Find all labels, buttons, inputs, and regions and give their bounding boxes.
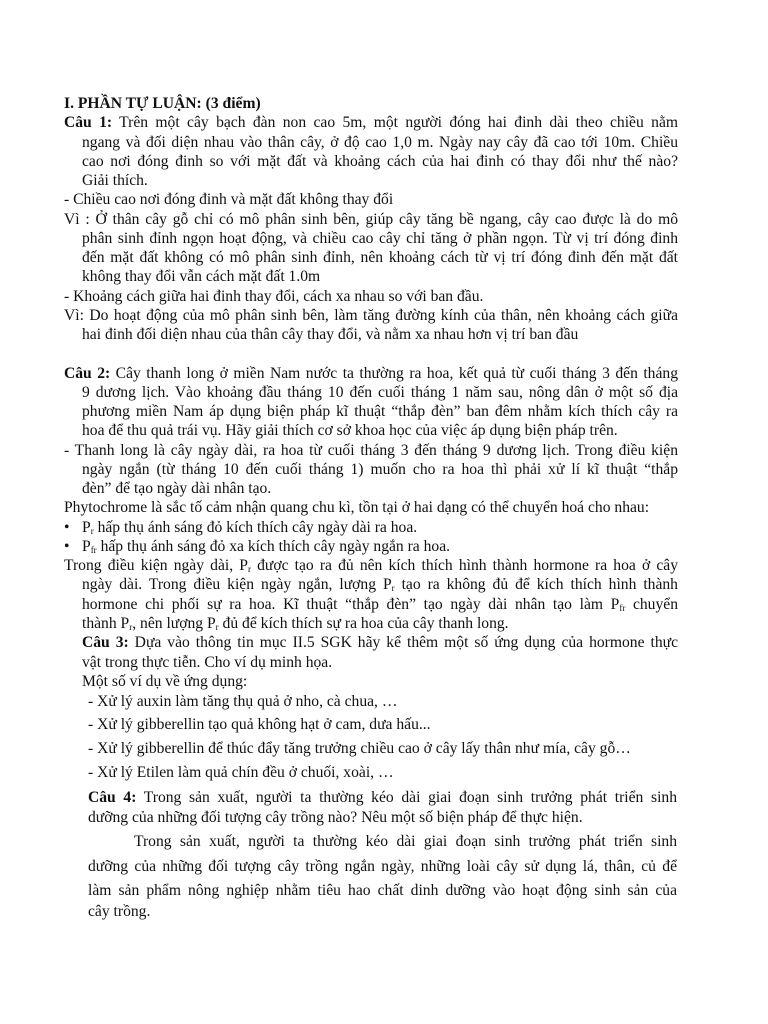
q1-answer-line-7: Vì: Do hoạt động của mô phân sinh bên, làm tăng đường kính của thân, nên khoảng cách giữa	[64, 307, 678, 324]
q1-answer-line-2: Vì : Ở thân cây gỗ chỉ có mô phân sinh bên, giúp cây tăng bề ngang, cây cao được là do mô	[64, 211, 678, 228]
q3-question-line-1: Câu 3: Dựa vào thông tin mục II.5 SGK hãy kể thêm một số ứng dụng của hormone thực	[82, 634, 678, 651]
q4-answer-line-3: làm sản phẩm nông nghiệp nhằm tiêu hao chất dinh dưỡng vào hoạt động sinh sản của	[88, 882, 677, 899]
q2-answer-line-2: ngày ngắn (từ tháng 10 đến cuối tháng 1) muốn cho ra hoa thì phải xử lí kĩ thuật “thắp	[82, 461, 678, 478]
q1-answer-line-5: không thay đổi vẫn cách mặt đất 1.0m	[82, 268, 321, 285]
q2-answer-line-3: đèn” để tạo ngày dài nhân tạo.	[82, 480, 272, 497]
q2-answer-line-4: Phytochrome là sắc tố cảm nhận quang chu kì, tồn tại ở hai dạng có thể chuyển hoá cho nhau:	[64, 499, 650, 516]
q1-answer-line-4: đến mặt đất không có mô phân sinh đỉnh, nên khoảng cách từ vị trí đóng đinh đến mặt đất	[82, 249, 678, 266]
q4-question-line-1: Câu 4: Trong sản xuất, người ta thường kéo dài giai đoạn sinh trưởng phát triển sinh	[88, 789, 677, 806]
q1-answer-line-6: - Khoảng cách giữa hai đinh thay đổi, cách xa nhau so với ban đầu.	[64, 288, 484, 305]
q2-answer-line-1: - Thanh long là cây ngày dài, ra hoa từ cuối tháng 3 đến tháng 9 dương lịch. Trong điều kiện	[64, 442, 678, 459]
q4-answer-line-1: Trong sản xuất, người ta thường kéo dài giai đoạn sinh trưởng phát triển sinh	[134, 833, 677, 850]
q4-answer-line-2: dưỡng của những đối tượng cây trồng ngắn ngày, những loài cây sử dụng lá, thân, củ để	[88, 858, 677, 875]
q3-item-3: - Xử lý gibberellin để thúc đẩy tăng trưởng chiều cao ở cây lấy thân như mía, cây gỗ…	[88, 740, 631, 757]
q1-answer-line-8: hai đinh đối diện nhau của thân cây thay đổi, và nằm xa nhau hơn vị trí ban đầu	[82, 326, 579, 343]
q4-answer-line-4: cây trồng.	[88, 903, 151, 920]
q1-question-line-3: cao nơi đóng đinh so với mặt đất và khoảng cách của hai đinh có thay đổi như thế nào?	[82, 153, 678, 170]
bullet-icon: •	[64, 538, 70, 555]
q3-question-line-2: vật trong thực tiễn. Cho ví dụ minh họa.	[82, 654, 333, 671]
q1-question-line-4: Giải thích.	[82, 172, 148, 189]
q3-item-4: - Xử lý Etilen làm quả chín đều ở chuối, xoài, …	[88, 764, 394, 781]
q2-bullet-1: • $P_r$ hấp thụ ánh sáng đỏ kích thích cây ngày dài ra hoa.	[64, 519, 418, 536]
q2-para-line-4: thành $P_r$, nên lượng $P_r$ đủ để kích thích sự ra hoa của cây thanh long.	[82, 615, 509, 632]
q1-question-line-2: ngang và đối diện nhau vào thân cây, ở độ cao 1,0 m. Ngày nay cây đã cao tới 10m. Chiều	[82, 134, 678, 151]
q3-intro: Một số ví dụ về ứng dụng:	[82, 673, 248, 690]
q2-question-line-3: phương miền Nam áp dụng biện pháp kĩ thuật “thắp đèn” ban đêm nhằm kích thích cây ra	[82, 403, 678, 420]
q1-answer-line-3: phân sinh đỉnh ngọn hoạt động, và chiều cao cây chỉ tăng ở phần ngọn. Từ vị trí đóng đinh	[82, 230, 678, 247]
q1-question-line-1: Câu 1: Trên một cây bạch đàn non cao 5m, một người đóng hai đinh dài theo chiều nằm	[64, 114, 678, 131]
q2-question-line-2: 9 dương lịch. Vào khoảng đầu tháng 10 đến cuối tháng 1 năm sau, nông dân ở một số địa	[82, 384, 678, 401]
q4-question-line-2: dưỡng của những đối tượng cây trồng nào? Nêu một số biện pháp để thực hiện.	[88, 809, 583, 826]
q3-item-1: - Xử lý auxin làm tăng thụ quả ở nho, cà chua, …	[88, 693, 398, 710]
q2-bullet-2: • $P_{fr}$ hấp thụ ánh sáng đỏ xa kích thích cây ngày ngắn ra hoa.	[64, 538, 451, 555]
q2-question-line-4: hoa để thu quả trái vụ. Hãy giải thích cơ sở khoa học của việc áp dụng biện pháp trên.	[82, 422, 618, 439]
q2-question-line-1: Câu 2: Cây thanh long ở miền Nam nước ta thường ra hoa, kết quả từ cuối tháng 3 đến tháng	[64, 365, 678, 382]
q2-para-line-3: hormone chi phối sự ra hoa. Kĩ thuật “thắp đèn” tạo ngày dài nhân tạo làm $P_{fr}$ chuyển	[82, 596, 678, 613]
q2-para-line-2: ngày dài. Trong điều kiện ngày ngắn, lượng $P_r$ tạo ra không đủ để kích thích hình thành	[82, 576, 678, 593]
q2-para-line-1: Trong điều kiện ngày dài, $P_r$ được tạo ra đủ nên kích thích hình thành hormone ra hoa ở cây	[64, 557, 678, 574]
section-heading: I. PHẦN TỰ LUẬN: (3 điểm)	[64, 95, 261, 112]
q3-item-2: - Xử lý gibberellin tạo quả không hạt ở cam, dưa hấu...	[88, 716, 431, 733]
q1-answer-line-1: - Chiều cao nơi đóng đinh và mặt đất không thay đổi	[64, 191, 394, 208]
bullet-icon: •	[64, 519, 70, 536]
